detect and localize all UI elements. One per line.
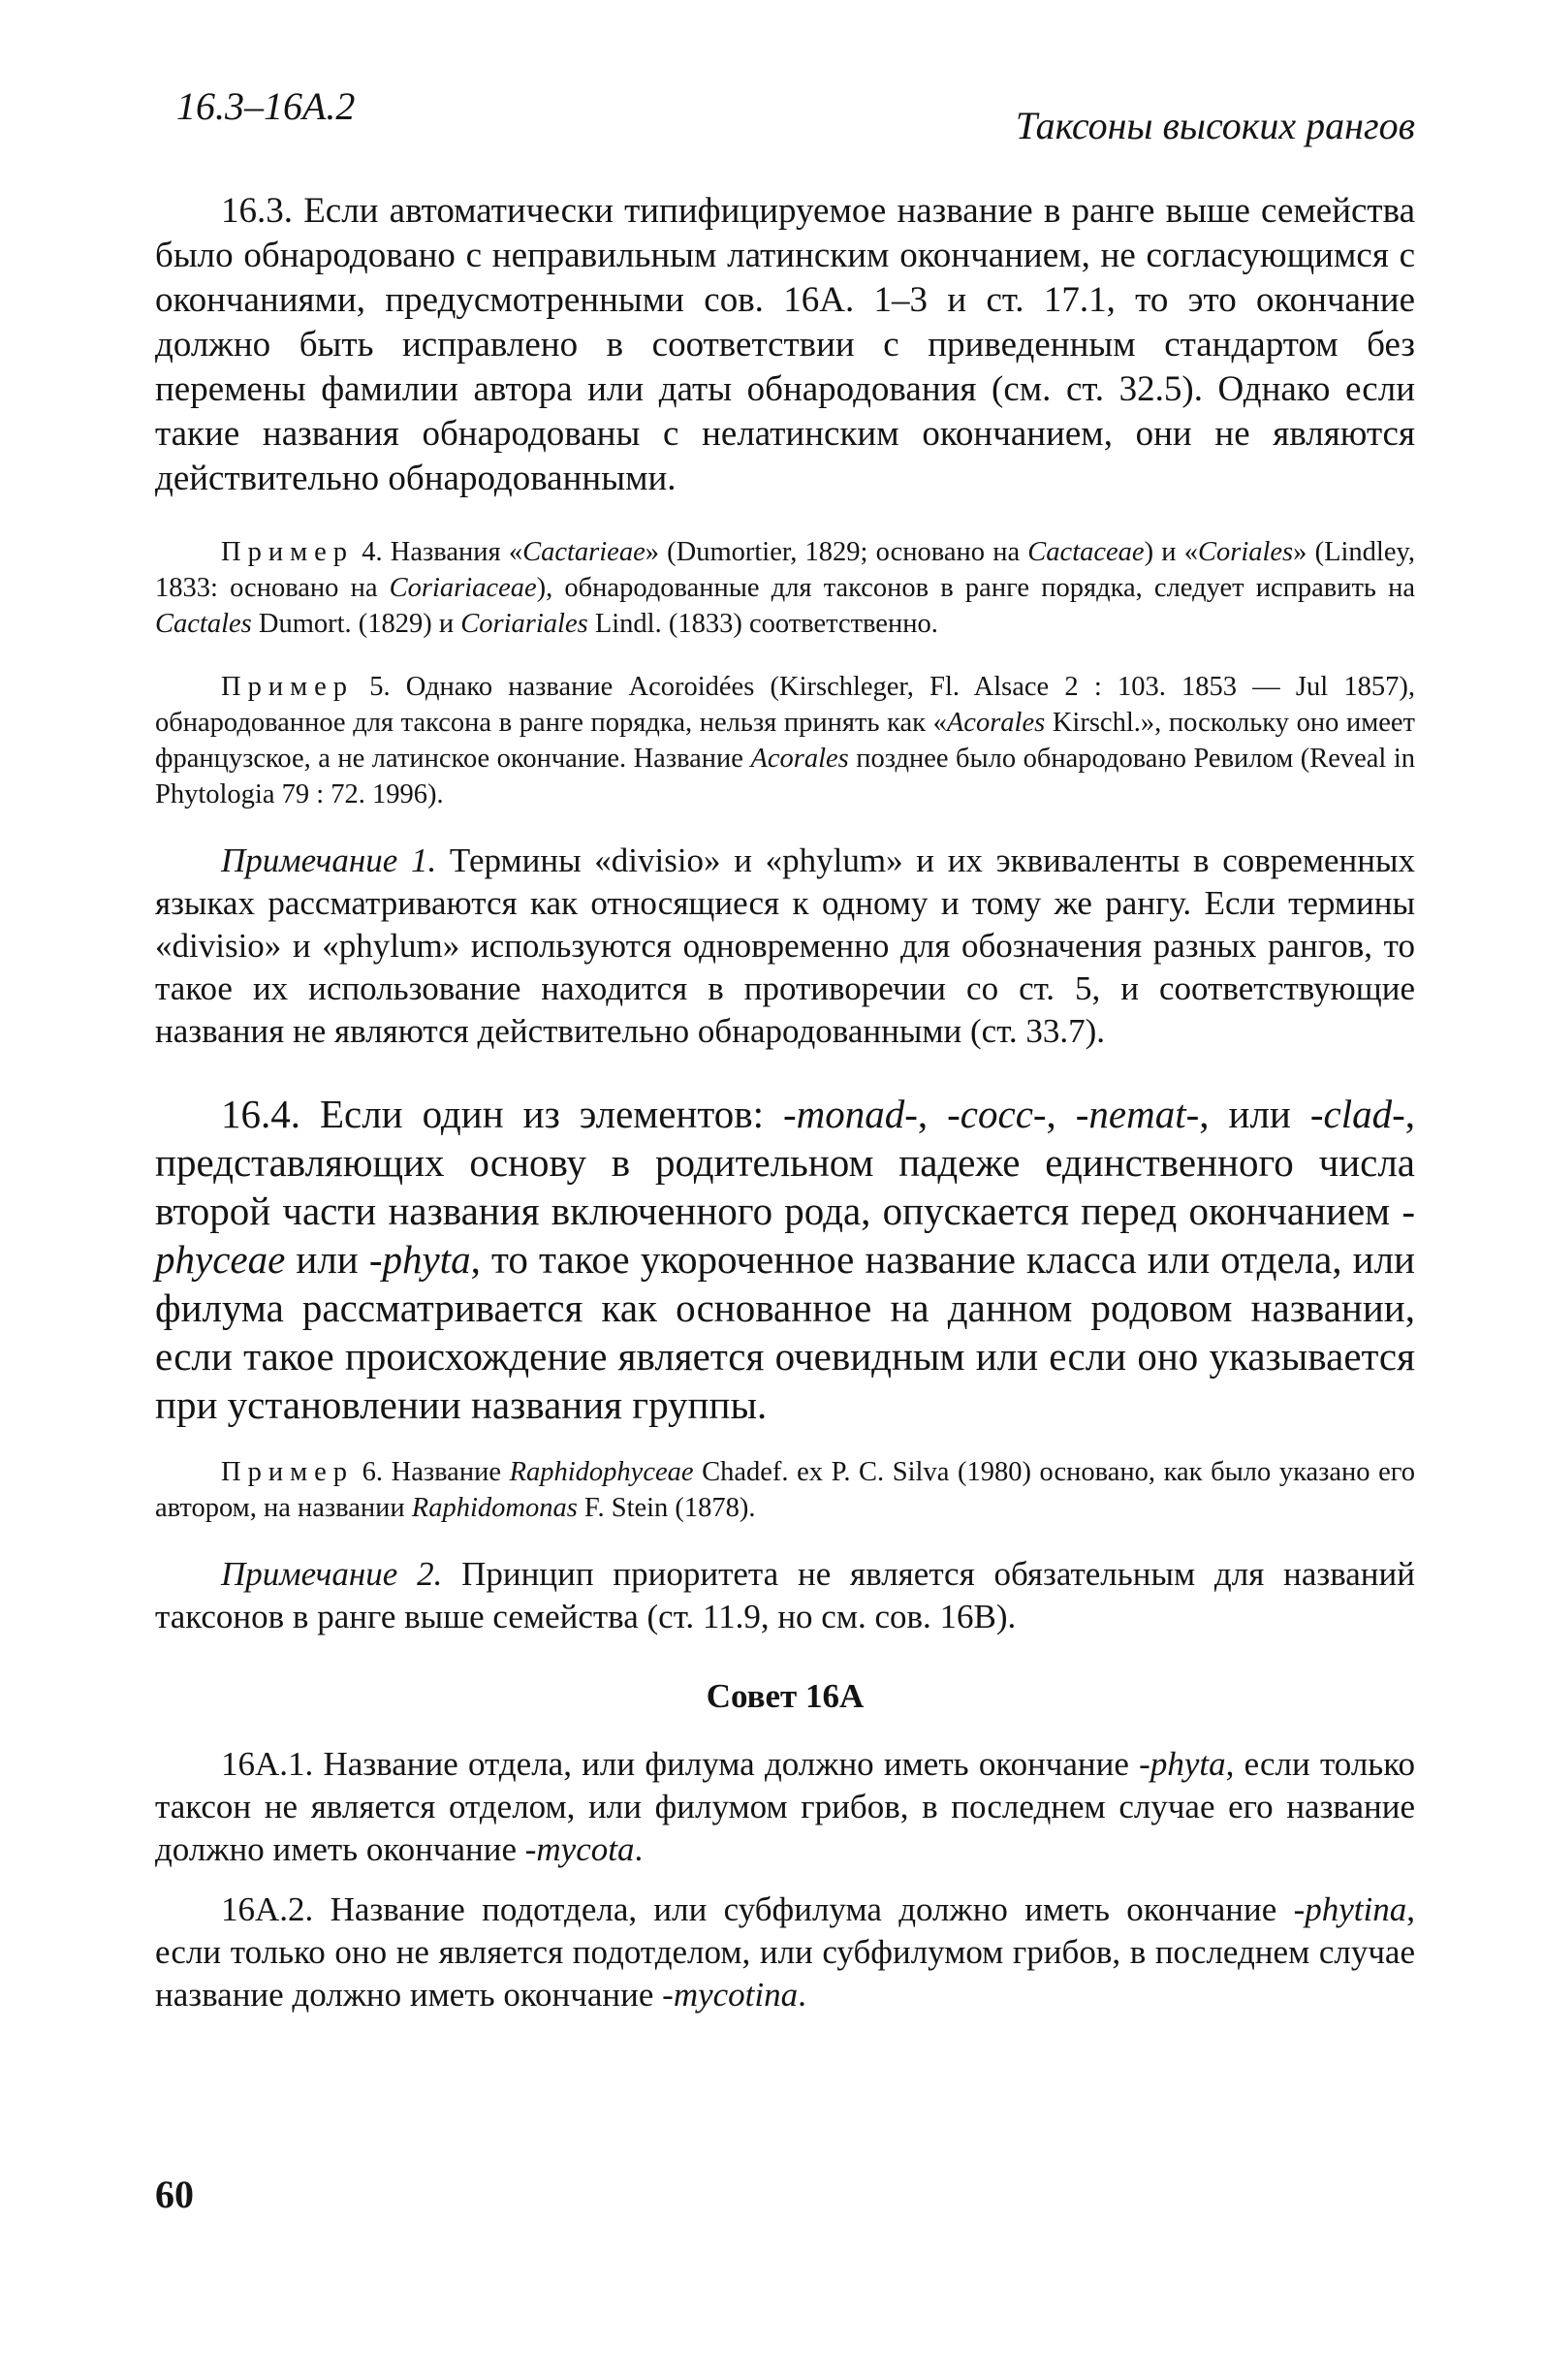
article-16-4: 16.4. Если один из элементов: -monad-, -cocc-, -nemat-, или -clad-, представляющих основу в родительном падеже единственного числа второй части названия включенного рода, опускается перед окончанием -phyceae или -phyta, то такое укороченное название класса или отдела, или филума рассматривается как основанное на данном родовом названии, если такое происхождение является очевидным или если оно указывается при установлении названия группы. xyxy=(155,1092,1416,1427)
example-6: Пример 6. Название Raphidophyceae Chadef. ex P. C. Silva (1980) основано, как было указано его автором, на названии Raphidomonas F. Stein (1878). xyxy=(155,1457,1416,1523)
note-label: Примечание 2. xyxy=(221,1555,443,1593)
section-range: 16.3–16A.2 xyxy=(176,84,356,128)
example-label: Пример xyxy=(221,537,355,567)
recommendation-16a-2: 16А.2. Название подотдела, или субфилума должно иметь окончание -phytina, если только оно не является подотделом, или субфилумом грибов, в последнем случае название должно иметь окончание -mycotina. xyxy=(155,1890,1415,2014)
chapter-title: Таксоны высоких рангов xyxy=(1015,104,1415,147)
recommendation-16a-1: 16А.1. Название отдела, или филума должно иметь окончание -phyta, если только таксон не является отделом, или филумом грибов, в последнем случае его название должно иметь окончание -mycota. xyxy=(155,1745,1415,1868)
book-page xyxy=(155,0,1415,2380)
example-5: Пример 5. Однако название Acoroidées (Kirschleger, Fl. Alsace 2 : 103. 1853 — Jul 1857), обнародованное для таксона в ранге порядка, нельзя принять как «Acorales Kirschl.», поскольку оно имеет французское, а не латинское окончание. Название Acorales позднее было обнародовано Ревилом (Reveal in Phytologia 79 : 72. 1996). xyxy=(155,672,1416,809)
note-1: Примечание 1. Термины «divisio» и «phylum» и их эквиваленты в современных языках рассматриваются как относящиеся к одному и тому же рангу. Если термины «divisio» и «phylum» используются одновременно для обозначения разных рангов, то такое их использование находится в противоречии со ст. 5, и соответствующие названия не являются действительно обнародованными (ст. 33.7). xyxy=(155,841,1416,1050)
page-body xyxy=(155,189,1415,2034)
note-2: Примечание 2. Принцип приоритета не является обязательным для названий таксонов в ранге выше семейства (ст. 11.9, но см. сов. 16В). xyxy=(155,1555,1415,1635)
running-header xyxy=(155,68,1415,145)
note-label: Примечание 1. xyxy=(221,841,437,879)
page-number: 60 xyxy=(155,2173,194,2216)
article-16-3: 16.3. Если автоматически типифицируемое название в ранге выше семейства было обнародовано с неправильным латинским окончанием, не согласующимся с окончаниями, предусмотренными сов. 16А. 1–3 и ст. 17.1, то это окончание должно быть исправлено в соответствии с приведенным стандартом без перемены фамилии автора или даты обнародования (см. ст. 32.5). Однако если такие названия обнародованы с нелатинским окончанием, они не являются действительно обнародованными. xyxy=(155,191,1415,498)
example-label: Пример xyxy=(221,1457,355,1487)
recommendation-heading: Совет 16А xyxy=(706,1677,865,1715)
example-label: Пример xyxy=(221,672,355,702)
example-4: Пример 4. Названия «Cactarieae» (Dumortier, 1829; основано на Cactaceae) и «Coriales» (Lindley, 1833: основано на Coriariaceae), обнародованные для таксонов в ранге порядка, следует исправить на Cactales Dumort. (1829) и Coriariales Lindl. (1833) соответственно. xyxy=(155,537,1416,639)
